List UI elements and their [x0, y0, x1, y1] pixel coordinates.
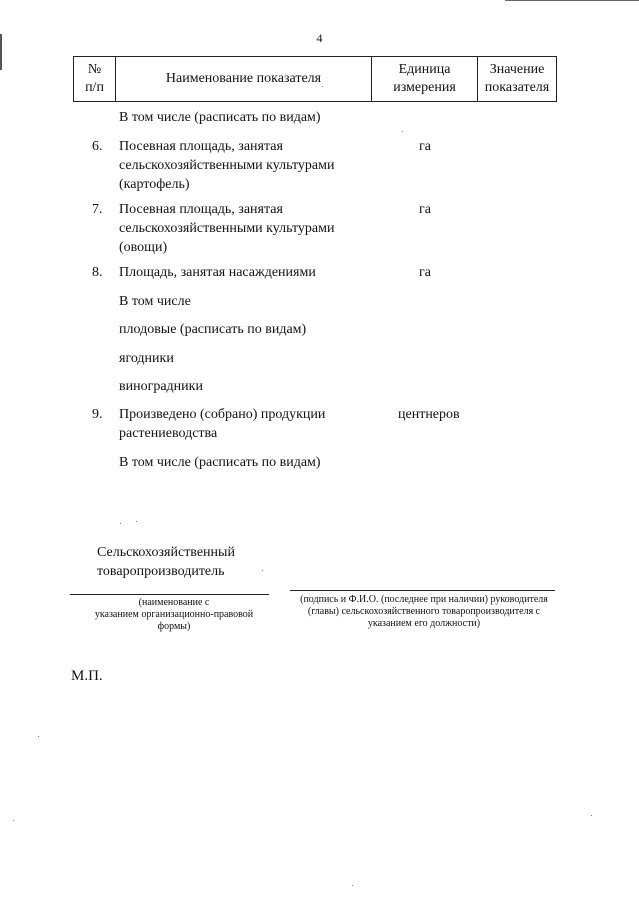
signature-line: [290, 590, 555, 591]
row-unit: центнеров: [398, 407, 460, 422]
scan-speck: [120, 523, 121, 524]
page-number: 4: [316, 31, 323, 45]
signature-caption: (подпись и Ф.И.О. (последнее при наличии) руководителя (главы) сельскохозяйственного товаропроизводителя с указанием его должности): [300, 594, 548, 629]
row-label: Произведено (собрано) продукции растениеводства: [119, 407, 326, 441]
row-label: В том числе (расписать по видам): [119, 110, 321, 125]
row-label: Площадь, занятая насаждениями: [119, 265, 316, 280]
stamp-label: М.П.: [71, 668, 103, 684]
row-unit: га: [419, 139, 431, 154]
scan-speck: [591, 815, 592, 816]
row-label: ягодники: [119, 351, 174, 366]
row-label: виноградники: [119, 379, 203, 394]
scan-speck: [38, 736, 39, 737]
row-unit: га: [419, 202, 431, 217]
scan-speck: [322, 86, 323, 87]
scan-top-edge-line: [505, 0, 639, 1]
row-label: В том числе: [119, 294, 191, 309]
scan-speck: [402, 131, 403, 132]
row-number: 8.: [92, 265, 103, 280]
header-unit-cell: Единица измерения: [372, 57, 478, 101]
header-name-cell: Наименование показателя: [116, 57, 372, 101]
row-number: 9.: [92, 407, 103, 422]
row-label: Посевная площадь, занятая сельскохозяйственными культурами (овощи): [119, 202, 335, 255]
producer-title: Сельскохозяйственный товаропроизводитель: [97, 545, 235, 579]
row-number: 6.: [92, 139, 103, 154]
name-caption: (наименование с указанием организационно-правовой формы): [94, 597, 254, 632]
row-label: Посевная площадь, занятая сельскохозяйственными культурами (картофель): [119, 139, 335, 192]
row-label: В том числе (расписать по видам): [119, 455, 321, 470]
scan-speck: [262, 570, 263, 571]
header-value-cell: Значение показателя: [484, 62, 550, 95]
scan-speck: [13, 820, 14, 821]
scan-speck: [136, 521, 137, 522]
name-signature-line: [70, 594, 269, 595]
row-label: плодовые (расписать по видам): [119, 322, 307, 337]
row-unit: га: [419, 265, 431, 280]
scan-speck: [352, 885, 353, 886]
indicator-table-header: [73, 56, 557, 102]
header-number-cell: № п/п: [74, 57, 116, 101]
row-number: 7.: [92, 202, 103, 217]
